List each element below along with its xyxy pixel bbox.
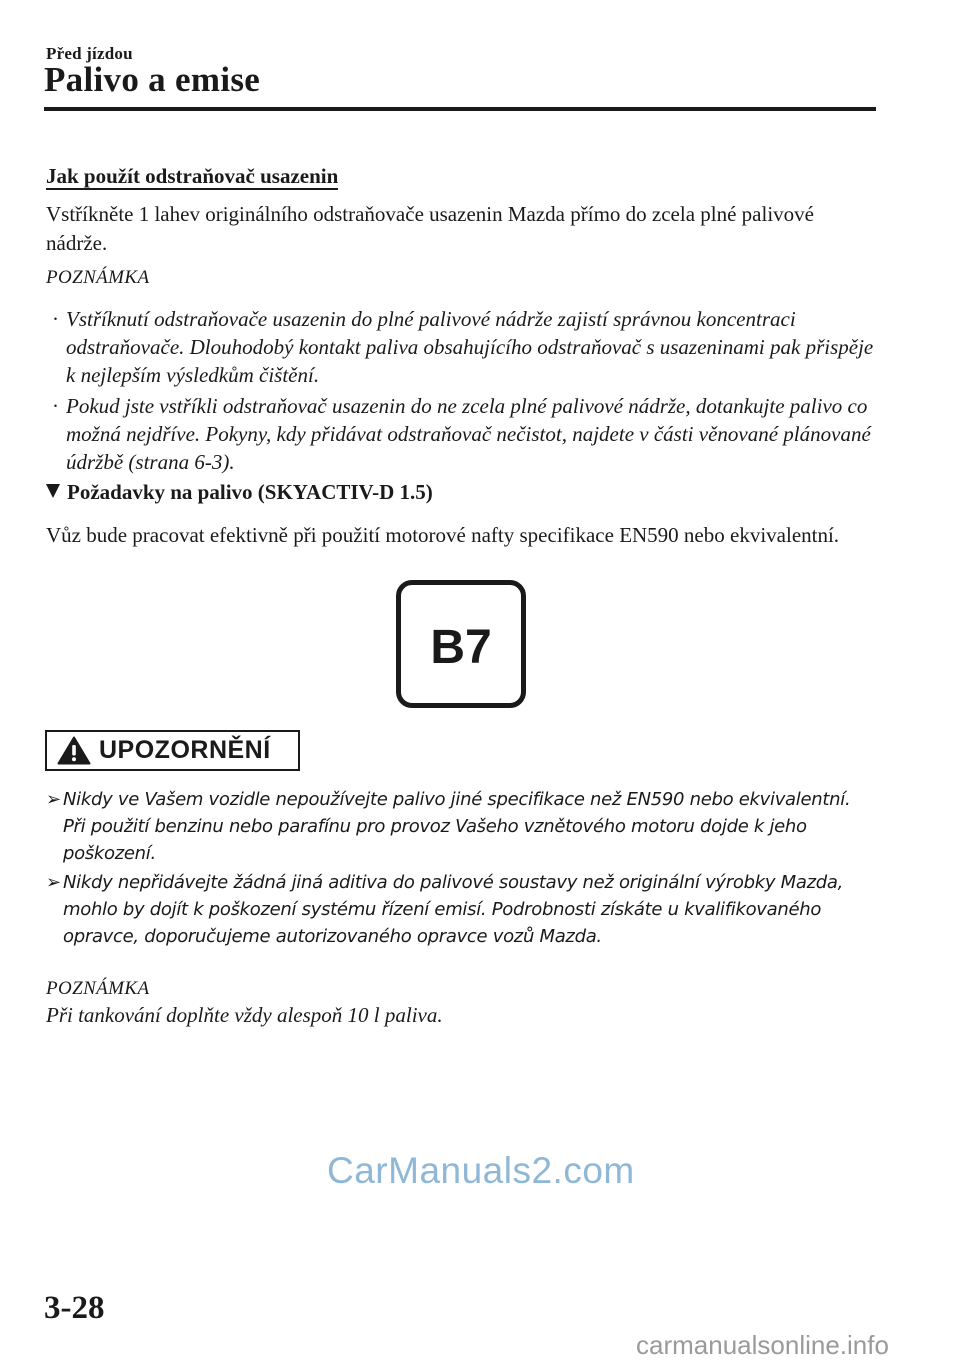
final-note-text: Při tankování doplňte vždy alespoň 10 l paliva. xyxy=(46,1003,443,1027)
b7-fuel-label-text: B7 xyxy=(430,620,492,674)
footer-site-link[interactable]: carmanualsonline.info xyxy=(636,1330,889,1360)
warning-label-text: UPOZORNĚNÍ xyxy=(99,736,271,764)
caution-text: Nikdy nepřidávejte žádná jiná aditiva do palivové soustavy než originální výrobky Mazda, mohlo by dojít k poškození systému řízení emisí. Podrobnosti získáte u kvalifikovaného opravce, doporučujeme autorizovaného opravce vozů Mazda. xyxy=(63,872,843,947)
triangle-down-icon xyxy=(46,484,60,498)
arrow-bullet-icon: ➢ xyxy=(46,872,61,893)
fuel-requirements-heading-text: Požadavky na palivo (SKYACTIV-D 1.5) xyxy=(67,480,433,504)
deposit-remover-heading: Jak použít odstraňovač usazenin xyxy=(46,164,339,188)
caution-item xyxy=(46,869,876,950)
watermark: CarManuals2.com xyxy=(327,1150,635,1191)
fuel-requirements-text: Vůz bude pracovat efektivně při použití motorové nafty specifikace EN590 nebo ekvivalentní. xyxy=(46,523,840,547)
fuel-requirements-heading xyxy=(46,480,433,505)
note-label: POZNÁMKA xyxy=(46,267,150,288)
page-number: 3-28 xyxy=(44,1290,105,1326)
note-item xyxy=(46,392,876,476)
bullet-dot-icon: · xyxy=(52,394,59,418)
caution-item xyxy=(46,786,876,867)
deposit-remover-text: Vstříkněte 1 lahev originálního odstraňovače usazenin Mazda přímo do zcela plné palivové nádrže. xyxy=(46,202,814,255)
note-text: Pokud jste vstříkli odstraňovač usazenin do ne zcela plné palivové nádrže, dotankujte palivo co možná nejdříve. Pokyny, kdy přidávat odstraňovač nečistot, najdete v části věnované plánované údržbě (strana 6-3). xyxy=(66,394,871,474)
warning-label-box xyxy=(45,730,300,771)
arrow-bullet-icon: ➢ xyxy=(46,789,61,810)
caution-list xyxy=(46,786,876,952)
note-list xyxy=(46,305,876,479)
bullet-dot-icon: · xyxy=(52,307,59,331)
caution-text: Nikdy ve Vašem vozidle nepoužívejte palivo jiné specifikace než EN590 nebo ekvivalentní. Při použití benzinu nebo parafínu pro provoz Vašeho vznětového motoru dojde k jeho poškození. xyxy=(63,789,851,864)
warning-triangle-icon xyxy=(57,736,91,765)
b7-fuel-label xyxy=(396,580,526,708)
header-rule xyxy=(44,107,876,111)
note-text: Vstříknutí odstraňovače usazenin do plné palivové nádrže zajistí správnou koncentraci odstraňovače. Dlouhodobý kontakt paliva obsahujícího odstraňovač s usazeninami pak přispěje k nejlepším výsledkům čištění. xyxy=(66,307,874,387)
note-item xyxy=(46,305,876,389)
page-title: Palivo a emise xyxy=(44,60,261,99)
section-label: Před jízdou xyxy=(46,44,133,63)
final-note-label: POZNÁMKA xyxy=(46,978,150,999)
